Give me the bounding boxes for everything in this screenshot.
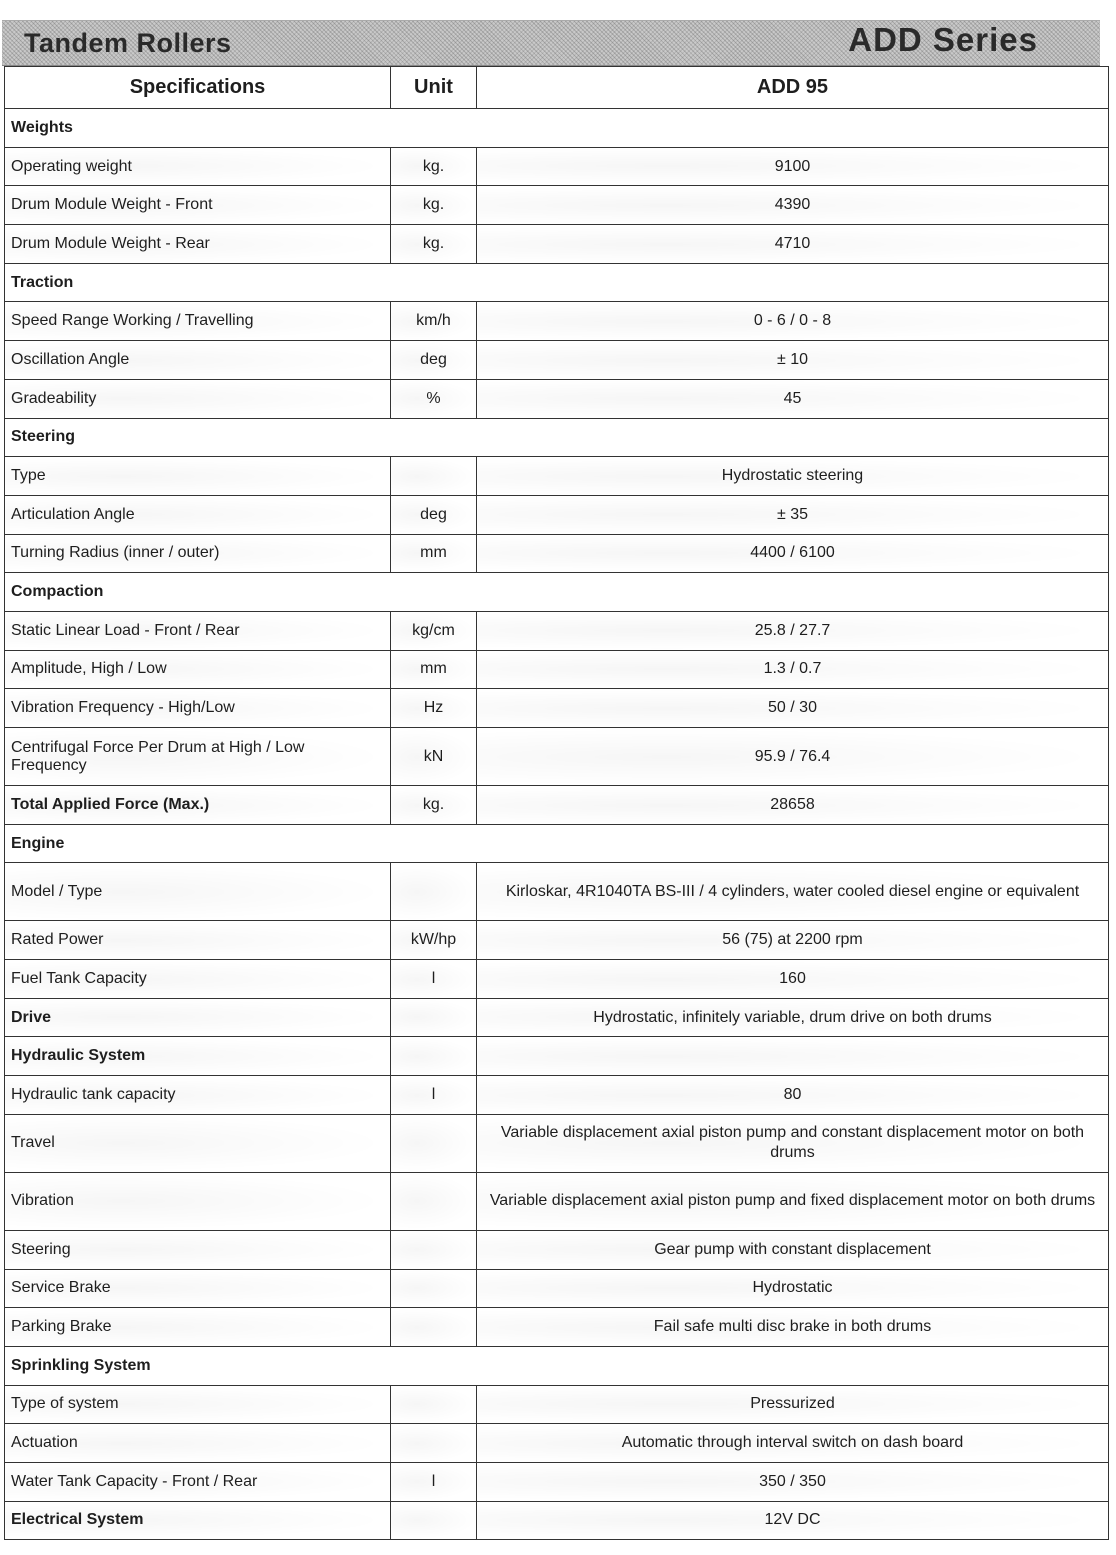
table-row bbox=[5, 786, 1109, 825]
table-row bbox=[5, 1501, 1109, 1540]
spec-value: 95.9 / 76.4 bbox=[477, 728, 1109, 786]
spec-value: Fail safe multi disc brake in both drums bbox=[477, 1308, 1109, 1347]
table-row bbox=[5, 341, 1109, 380]
spec-value: 1.3 / 0.7 bbox=[477, 650, 1109, 689]
category-row bbox=[5, 573, 1109, 612]
spec-label: Articulation Angle bbox=[5, 495, 391, 534]
spec-label: Type bbox=[5, 457, 391, 496]
spec-value bbox=[477, 1037, 1109, 1076]
spec-unit bbox=[391, 1385, 477, 1424]
spec-value: 4400 / 6100 bbox=[477, 534, 1109, 573]
spec-label: Drum Module Weight - Rear bbox=[5, 225, 391, 264]
spec-value: 25.8 / 27.7 bbox=[477, 611, 1109, 650]
spec-label: Fuel Tank Capacity bbox=[5, 960, 391, 999]
table-row bbox=[5, 1269, 1109, 1308]
spec-value: 9100 bbox=[477, 147, 1109, 186]
spec-value: 28658 bbox=[477, 786, 1109, 825]
category-row bbox=[5, 824, 1109, 863]
spec-value: 4390 bbox=[477, 186, 1109, 225]
table-row bbox=[5, 147, 1109, 186]
spec-value: 0 - 6 / 0 - 8 bbox=[477, 302, 1109, 341]
spec-unit bbox=[391, 1230, 477, 1269]
spec-label: Centrifugal Force Per Drum at High / Low Frequency bbox=[5, 728, 391, 786]
table-row bbox=[5, 1114, 1109, 1172]
header-unit: Unit bbox=[391, 67, 477, 109]
spec-label: Travel bbox=[5, 1114, 391, 1172]
table-row bbox=[5, 921, 1109, 960]
spec-unit bbox=[391, 1172, 477, 1230]
title-banner bbox=[2, 20, 1100, 66]
spec-unit: kg. bbox=[391, 147, 477, 186]
spec-label: Drum Module Weight - Front bbox=[5, 186, 391, 225]
table-row bbox=[5, 379, 1109, 418]
table-row bbox=[5, 650, 1109, 689]
spec-value: Variable displacement axial piston pump and constant displacement motor on both drums bbox=[477, 1114, 1109, 1172]
table-row bbox=[5, 1172, 1109, 1230]
category-label: Sprinkling System bbox=[5, 1346, 1109, 1385]
spec-label: Hydraulic tank capacity bbox=[5, 1076, 391, 1115]
spec-value: Kirloskar, 4R1040TA BS-III / 4 cylinders, water cooled diesel engine or equivalent bbox=[477, 863, 1109, 921]
spec-label: Service Brake bbox=[5, 1269, 391, 1308]
spec-unit bbox=[391, 457, 477, 496]
spec-unit bbox=[391, 1308, 477, 1347]
table-row bbox=[5, 611, 1109, 650]
spec-label: Oscillation Angle bbox=[5, 341, 391, 380]
spec-unit: mm bbox=[391, 650, 477, 689]
table-row bbox=[5, 1308, 1109, 1347]
spec-value: Pressurized bbox=[477, 1385, 1109, 1424]
spec-label: Hydraulic System bbox=[5, 1037, 391, 1076]
table-row bbox=[5, 728, 1109, 786]
spec-label: Water Tank Capacity - Front / Rear bbox=[5, 1462, 391, 1501]
spec-unit bbox=[391, 1037, 477, 1076]
category-label: Compaction bbox=[5, 573, 1109, 612]
spec-label: Model / Type bbox=[5, 863, 391, 921]
table-row bbox=[5, 1076, 1109, 1115]
spec-label: Drive bbox=[5, 998, 391, 1037]
spec-value: Hydrostatic, infinitely variable, drum drive on both drums bbox=[477, 998, 1109, 1037]
spec-label: Steering bbox=[5, 1230, 391, 1269]
spec-label: Vibration bbox=[5, 1172, 391, 1230]
category-row bbox=[5, 263, 1109, 302]
spec-label: Gradeability bbox=[5, 379, 391, 418]
spec-label: Total Applied Force (Max.) bbox=[5, 786, 391, 825]
category-label: Engine bbox=[5, 824, 1109, 863]
table-row bbox=[5, 863, 1109, 921]
spec-unit: kg. bbox=[391, 225, 477, 264]
spec-label: Turning Radius (inner / outer) bbox=[5, 534, 391, 573]
table-row bbox=[5, 1037, 1109, 1076]
spec-unit: kg. bbox=[391, 786, 477, 825]
specifications-table bbox=[4, 66, 1109, 1540]
table-row bbox=[5, 457, 1109, 496]
spec-unit bbox=[391, 1269, 477, 1308]
spec-value: Gear pump with constant displacement bbox=[477, 1230, 1109, 1269]
table-row bbox=[5, 1424, 1109, 1463]
spec-unit: deg bbox=[391, 341, 477, 380]
table-header-row bbox=[5, 67, 1109, 109]
spec-unit: deg bbox=[391, 495, 477, 534]
page-title: Tandem Rollers bbox=[24, 28, 232, 58]
table-row bbox=[5, 1385, 1109, 1424]
spec-value: 160 bbox=[477, 960, 1109, 999]
spec-label: Electrical System bbox=[5, 1501, 391, 1540]
spec-unit bbox=[391, 998, 477, 1037]
spec-value: 12V DC bbox=[477, 1501, 1109, 1540]
spec-value: 50 / 30 bbox=[477, 689, 1109, 728]
category-row bbox=[5, 109, 1109, 148]
spec-value: Automatic through interval switch on dash board bbox=[477, 1424, 1109, 1463]
spec-value: Hydrostatic bbox=[477, 1269, 1109, 1308]
spec-unit bbox=[391, 863, 477, 921]
table-row bbox=[5, 225, 1109, 264]
spec-value: 350 / 350 bbox=[477, 1462, 1109, 1501]
spec-label: Actuation bbox=[5, 1424, 391, 1463]
table-row bbox=[5, 495, 1109, 534]
table-row bbox=[5, 689, 1109, 728]
spec-unit: km/h bbox=[391, 302, 477, 341]
spec-unit: kN bbox=[391, 728, 477, 786]
category-label: Traction bbox=[5, 263, 1109, 302]
table-row bbox=[5, 186, 1109, 225]
spec-value: 80 bbox=[477, 1076, 1109, 1115]
category-label: Steering bbox=[5, 418, 1109, 457]
spec-value: 4710 bbox=[477, 225, 1109, 264]
table-row bbox=[5, 1230, 1109, 1269]
table-row bbox=[5, 302, 1109, 341]
specifications-body bbox=[5, 109, 1109, 1540]
spec-unit: l bbox=[391, 1076, 477, 1115]
spec-value: ± 35 bbox=[477, 495, 1109, 534]
spec-value: 45 bbox=[477, 379, 1109, 418]
header-specifications: Specifications bbox=[5, 67, 391, 109]
spec-unit: l bbox=[391, 1462, 477, 1501]
table-row bbox=[5, 1462, 1109, 1501]
spec-label: Operating weight bbox=[5, 147, 391, 186]
spec-value: 56 (75) at 2200 rpm bbox=[477, 921, 1109, 960]
spec-label: Type of system bbox=[5, 1385, 391, 1424]
category-label: Weights bbox=[5, 109, 1109, 148]
spec-unit: kW/hp bbox=[391, 921, 477, 960]
table-row bbox=[5, 998, 1109, 1037]
table-row bbox=[5, 534, 1109, 573]
spec-label: Static Linear Load - Front / Rear bbox=[5, 611, 391, 650]
category-row bbox=[5, 418, 1109, 457]
spec-unit: kg. bbox=[391, 186, 477, 225]
spec-value: Variable displacement axial piston pump and fixed displacement motor on both drums bbox=[477, 1172, 1109, 1230]
series-title: ADD Series bbox=[848, 21, 1038, 58]
spec-label: Amplitude, High / Low bbox=[5, 650, 391, 689]
spec-unit bbox=[391, 1501, 477, 1540]
spec-unit bbox=[391, 1114, 477, 1172]
spec-label: Parking Brake bbox=[5, 1308, 391, 1347]
spec-unit: % bbox=[391, 379, 477, 418]
header-model: ADD 95 bbox=[477, 67, 1109, 109]
spec-unit: kg/cm bbox=[391, 611, 477, 650]
spec-unit: l bbox=[391, 960, 477, 999]
table-row bbox=[5, 960, 1109, 999]
spec-label: Rated Power bbox=[5, 921, 391, 960]
spec-value: Hydrostatic steering bbox=[477, 457, 1109, 496]
spec-unit: Hz bbox=[391, 689, 477, 728]
spec-unit bbox=[391, 1424, 477, 1463]
category-row bbox=[5, 1346, 1109, 1385]
spec-label: Speed Range Working / Travelling bbox=[5, 302, 391, 341]
spec-unit: mm bbox=[391, 534, 477, 573]
spec-value: ± 10 bbox=[477, 341, 1109, 380]
spec-label: Vibration Frequency - High/Low bbox=[5, 689, 391, 728]
